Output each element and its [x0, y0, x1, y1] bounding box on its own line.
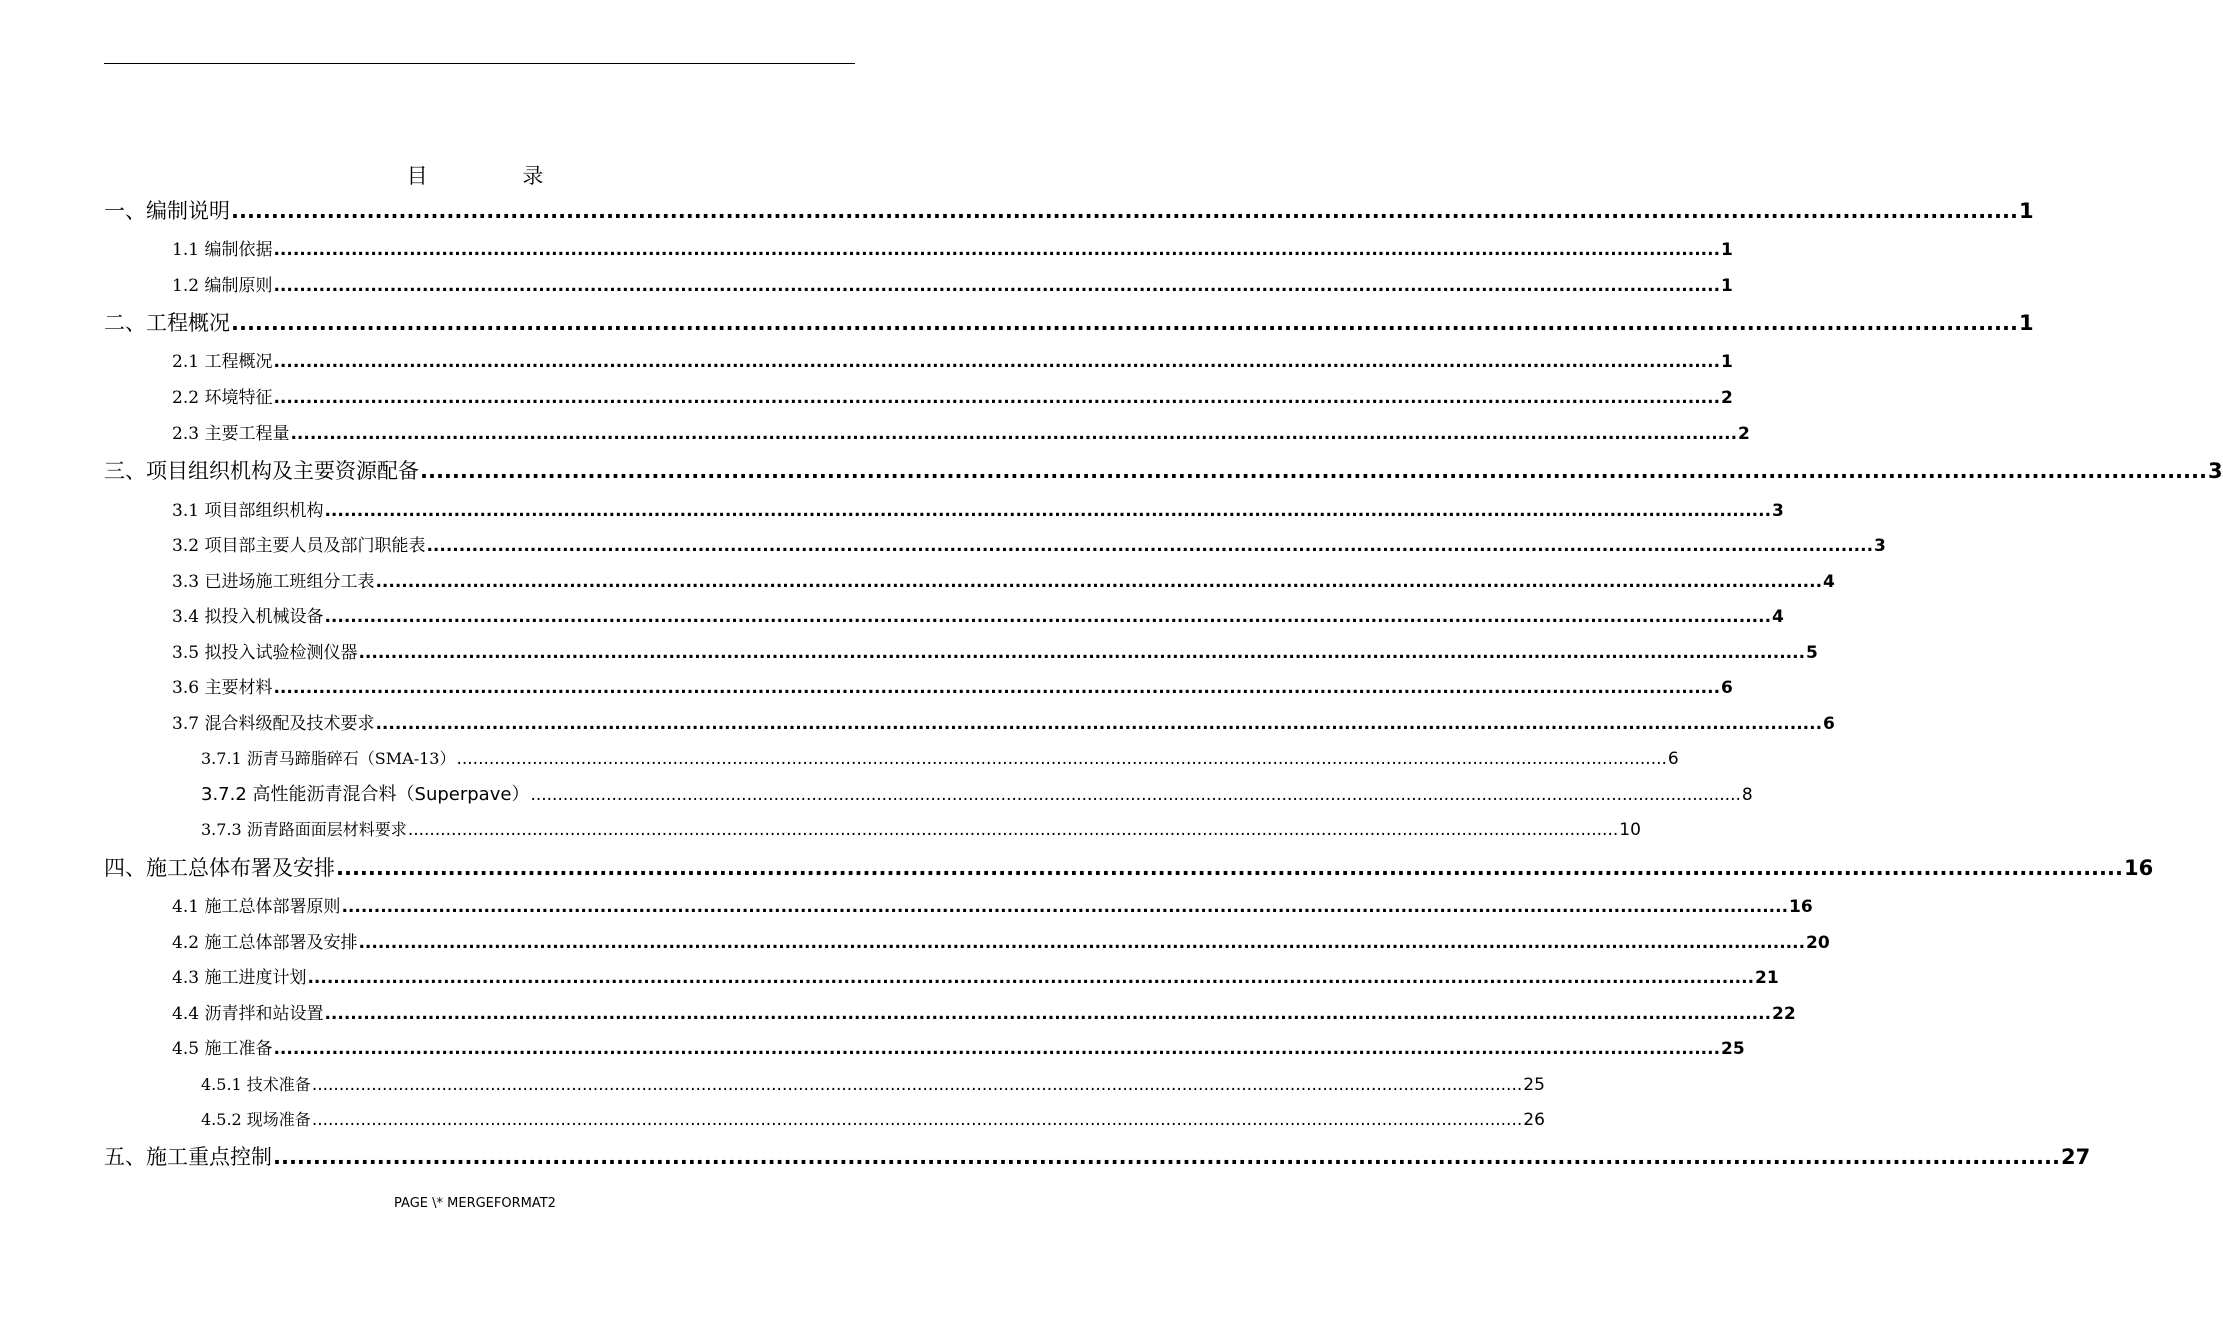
toc-page-number: 25 — [1721, 1039, 1745, 1059]
toc-entry[interactable] — [172, 711, 1835, 737]
toc-leader: ................................................................................................................................................................................................................................ — [358, 933, 1806, 953]
toc-entry[interactable] — [201, 1107, 1545, 1133]
toc-entry[interactable] — [201, 817, 1641, 843]
toc-page-number: 26 — [1523, 1110, 1545, 1130]
toc-page-number: 1 — [1721, 352, 1733, 372]
toc-leader: ................................................................................................................................................................................................................................ — [273, 352, 1721, 372]
toc-entry[interactable] — [201, 1072, 1545, 1098]
toc-leader: ................................................................................................................................................................................................................................ — [311, 1110, 1523, 1130]
toc-page-number: 25 — [1523, 1075, 1545, 1095]
toc-page-number: 6 — [1721, 678, 1733, 698]
toc-page-number: 6 — [1823, 714, 1835, 734]
toc-entry[interactable] — [201, 746, 1679, 772]
toc-leader: ................................................................................................................................................................................................................................ — [407, 820, 1619, 840]
toc-page-number: 1 — [1721, 276, 1733, 296]
toc-leader: ................................................................................................................................................................................................................................ — [273, 240, 1721, 260]
toc-page-number: 2 — [1721, 388, 1733, 408]
toc-page-number: 16 — [2123, 856, 2154, 880]
toc-page-number: 6 — [1667, 749, 1679, 769]
toc-leader: ................................................................................................................................................................................................................................ — [358, 643, 1806, 663]
toc-page-number: 8 — [1741, 785, 1753, 805]
toc-entry-label: 五、施工重点控制 — [104, 1145, 272, 1169]
toc-page-number: 21 — [1755, 968, 1779, 988]
toc-leader: ................................................................................................................................................................................................................................ — [290, 424, 1738, 444]
toc-entry[interactable] — [172, 533, 1886, 559]
toc-page-number: 1 — [2018, 311, 2034, 335]
toc-entry-label: 3.7.3 沥青路面面层材料要求 — [201, 820, 407, 839]
page-footer: PAGE \* MERGEFORMAT2 — [394, 1196, 556, 1211]
toc-leader: ................................................................................................................................................................................................................................ — [231, 199, 2018, 223]
toc-leader: ................................................................................................................................................................................................................................ — [231, 311, 2018, 335]
toc-entry[interactable] — [104, 456, 2223, 486]
toc-leader: ................................................................................................................................................................................................................................ — [324, 607, 1772, 627]
toc-entry-label: 4.4 沥青拌和站设置 — [172, 1004, 324, 1024]
toc-entry-label: 4.2 施工总体部署及安排 — [172, 933, 358, 953]
toc-entry-label: 2.1 工程概况 — [172, 352, 273, 372]
toc-entry-label: 三、项目组织机构及主要资源配备 — [104, 459, 419, 483]
toc-page-number: 10 — [1619, 820, 1641, 840]
toc-entry-label: 3.7.2 高性能沥青混合料（Superpave） — [201, 784, 530, 805]
toc-leader: ................................................................................................................................................................................................................................ — [324, 1004, 1772, 1024]
toc-leader: ................................................................................................................................................................................................................................ — [426, 536, 1874, 556]
toc-entry-label: 二、工程概况 — [104, 311, 230, 335]
toc-page-number: 3 — [1772, 501, 1784, 521]
toc-entry-label: 4.5.2 现场准备 — [201, 1110, 311, 1129]
toc-leader: ................................................................................................................................................................................................................................ — [530, 785, 1741, 805]
toc-entry[interactable] — [172, 675, 1733, 701]
toc-entry-label: 一、编制说明 — [104, 199, 230, 223]
toc-page-number: 22 — [1772, 1004, 1796, 1024]
toc-leader: ................................................................................................................................................................................................................................ — [324, 501, 1772, 521]
toc-entry-label: 1.1 编制依据 — [172, 240, 273, 260]
header-rule — [104, 63, 855, 64]
toc-entry-label: 2.2 环境特征 — [172, 388, 273, 408]
toc-page-number: 4 — [1823, 572, 1835, 592]
toc-page-number: 4 — [1772, 607, 1784, 627]
toc-entry[interactable] — [201, 782, 1753, 808]
toc-leader: ................................................................................................................................................................................................................................ — [420, 459, 2207, 483]
toc-entry[interactable] — [172, 273, 1733, 299]
toc-page-number: 27 — [2060, 1145, 2091, 1169]
toc-leader: ................................................................................................................................................................................................................................ — [307, 968, 1755, 988]
toc-page-number: 1 — [1721, 240, 1733, 260]
toc-entry-label: 3.2 项目部主要人员及部门职能表 — [172, 536, 426, 556]
toc-entry-label: 4.5 施工准备 — [172, 1039, 273, 1059]
toc-entry-label: 3.4 拟投入机械设备 — [172, 607, 324, 627]
toc-leader: ................................................................................................................................................................................................................................ — [273, 1145, 2060, 1169]
toc-page-number: 1 — [2018, 199, 2034, 223]
toc-entry-label: 4.3 施工进度计划 — [172, 968, 307, 988]
toc-entry[interactable] — [172, 385, 1733, 411]
toc-entry[interactable] — [104, 196, 2034, 226]
toc-entry[interactable] — [172, 569, 1835, 595]
toc-entry-label: 2.3 主要工程量 — [172, 424, 290, 444]
toc-entry-label: 3.3 已进场施工班组分工表 — [172, 572, 375, 592]
toc-entry[interactable] — [172, 640, 1818, 666]
toc-leader: ................................................................................................................................................................................................................................ — [341, 897, 1789, 917]
toc-leader: ................................................................................................................................................................................................................................ — [273, 1039, 1721, 1059]
toc-entry-label: 1.2 编制原则 — [172, 276, 273, 296]
toc-entry[interactable] — [172, 604, 1784, 630]
toc-entry-label: 3.7.1 沥青马蹄脂碎石（SMA-13） — [201, 749, 456, 768]
toc-entry[interactable] — [172, 421, 1750, 447]
toc-leader: ................................................................................................................................................................................................................................ — [375, 714, 1823, 734]
toc-leader: ................................................................................................................................................................................................................................ — [456, 749, 1667, 769]
toc-entry[interactable] — [172, 1036, 1745, 1062]
toc-entry[interactable] — [172, 894, 1813, 920]
toc-leader: ................................................................................................................................................................................................................................ — [375, 572, 1823, 592]
toc-entry[interactable] — [172, 349, 1733, 375]
toc-page-number: 20 — [1806, 933, 1830, 953]
toc-leader: ................................................................................................................................................................................................................................ — [273, 678, 1721, 698]
toc-leader: ................................................................................................................................................................................................................................ — [336, 856, 2123, 880]
toc-page-number: 2 — [1738, 424, 1750, 444]
toc-entry-label: 四、施工总体布署及安排 — [104, 856, 335, 880]
toc-page-number: 3 — [2207, 459, 2223, 483]
toc-entry[interactable] — [104, 853, 2154, 883]
toc-page-number: 5 — [1806, 643, 1818, 663]
toc-entry-label: 3.6 主要材料 — [172, 678, 273, 698]
toc-entry[interactable] — [172, 498, 1784, 524]
toc-entry-label: 4.5.1 技术准备 — [201, 1075, 311, 1094]
toc-leader: ................................................................................................................................................................................................................................ — [311, 1075, 1523, 1095]
toc-leader: ................................................................................................................................................................................................................................ — [273, 276, 1721, 296]
toc-entry[interactable] — [172, 1001, 1796, 1027]
toc-title: 目 录 — [406, 164, 588, 188]
toc-entry-label: 3.1 项目部组织机构 — [172, 501, 324, 521]
toc-entry[interactable] — [172, 930, 1830, 956]
toc-entry-label: 4.1 施工总体部署原则 — [172, 897, 341, 917]
toc-entry[interactable] — [104, 308, 2034, 338]
toc-page-number: 3 — [1874, 536, 1886, 556]
toc-entry-label: 3.7 混合料级配及技术要求 — [172, 714, 375, 734]
toc-entry[interactable] — [172, 965, 1779, 991]
toc-entry[interactable] — [172, 237, 1733, 263]
toc-entry-label: 3.5 拟投入试验检测仪器 — [172, 643, 358, 663]
toc-leader: ................................................................................................................................................................................................................................ — [273, 388, 1721, 408]
toc-entry[interactable] — [104, 1142, 2091, 1172]
toc-page-number: 16 — [1789, 897, 1813, 917]
